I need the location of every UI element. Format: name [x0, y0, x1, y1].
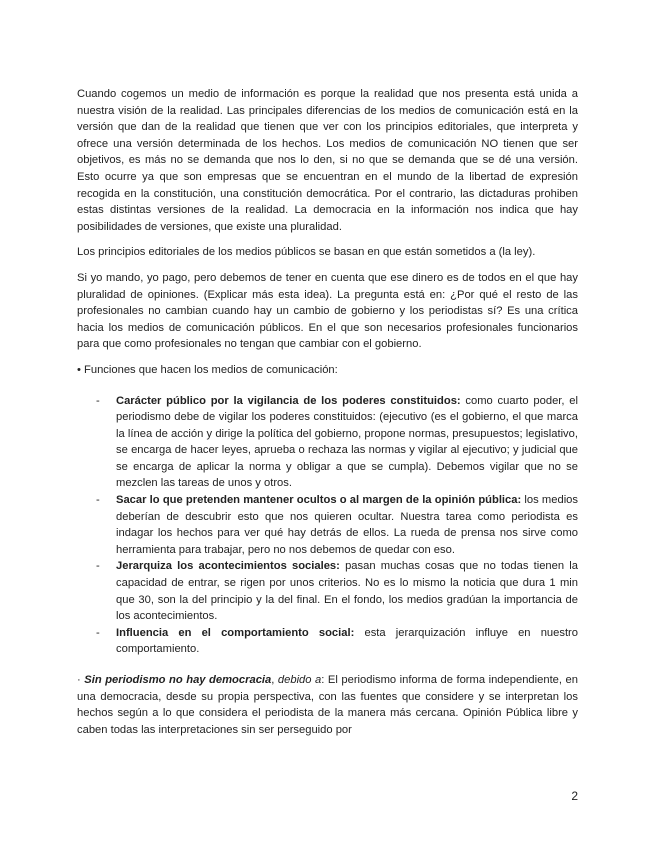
paragraph-versions: Cuando cogemos un medio de información es porque la realidad que nos presenta está unida a nuestra visión de la realidad. Las principales diferencias de los medios de comunicación está en la versión que dan de la realidad que tienen que ver con los principios editoriales, que interpreta y ofrece una versión determinada de los hechos. Los medios de comunicación NO tienen que ser objetivos, es más no se demanda que nos lo den, si no que se demanda que se dé una versión. Esto ocurre ya que son empresas que se encuentran en el mundo de la libertad de expresión recogida en la constitución, una constitución democrática. Por el contrario, las dictaduras prohiben estas distintas versiones de la realidad. La democracia en la información nos indica que hay posibilidades de versiones, que existe una pluralidad.: [77, 88, 578, 233]
functions-list: [77, 393, 578, 659]
paragraph-public-media: Si yo mando, yo pago, pero debemos de tener en cuenta que ese dinero es de todos en el que hay pluralidad de opiniones. (Explicar más esta idea). La pregunta está en: ¿Por qué el resto de las profesionales no cambian cuando hay un cambio de gobierno y los periodistas sí? Es una crítica hacia los medios de comunicación públicos. En el que son necesarios profesionales funcionarios para que como profesionales no tengan que cambiar con el gobierno.: [77, 271, 578, 351]
page-number: 2: [571, 789, 578, 803]
because-of: debido a: [277, 674, 322, 686]
list-item: [96, 625, 579, 658]
list-item-title: Influencia en el comportamiento social:: [116, 626, 355, 639]
bullet: ·: [77, 674, 85, 686]
list-item-text: pasan muchas cosas que no todas tienen la capacidad de entrar, se rigen por unos criterios. No es lo mismo la noticia que dura 1 min que 30, son la del principio y la del final. En el fondo, los medios gradúan la importancia de los acontecimientos.: [116, 560, 578, 623]
comma: ,: [271, 674, 278, 686]
list-item: [96, 558, 578, 624]
paragraph-democracy: [77, 672, 578, 738]
list-item-title: Sacar lo que pretenden mantener ocultos o al margen de la opinión pública:: [116, 494, 522, 507]
dash-bullet: -: [96, 626, 100, 639]
list-item-title: Carácter público por la vigilancia de los poderes constituidos:: [116, 394, 461, 407]
list-item-title: Jerarquiza los acontecimientos sociales:: [116, 560, 340, 573]
dash-bullet: -: [96, 560, 100, 573]
list-item-text: como cuarto poder, el periodismo debe de vigilar los poderes constituidos: (ejecutivo (es el gobierno, el que marca la línea de acción y dirige la política del gobierno, propone normas, presupuestos; legislativo, se encarga de hacer leyes, aprueba o rechaza las normas y vigilar al ejecutivo; y judicial que se encarga de aplicar la norma y obligar a que se cumpla). Debemos vigilar que no se mezclen las tareas de unos y otros.: [116, 394, 578, 490]
list-item: [96, 393, 578, 493]
functions-heading: • Funciones que hacen los medios de comunicación:: [77, 363, 338, 376]
paragraph-editorial-principles: Los principios editoriales de los medios públicos se basan en que están sometidos a (la ley).: [77, 246, 536, 259]
dash-bullet: -: [96, 394, 100, 407]
list-item: [96, 492, 578, 558]
dash-bullet: -: [96, 494, 100, 507]
democracy-title: Sin periodismo no hay democracia: [84, 674, 272, 686]
list-item-text: los medios deberían de descubrir esto que nos quieren ocultar. Nuestra tarea como periodista es indagar los hechos para ver qué hay detrás de ellos. La rueda de prensa nos sirve como herramienta para trabajar, pero no nos debemos de quedar con eso.: [116, 494, 578, 556]
list-item-text: esta jerarquización influye en nuestro comportamiento.: [116, 626, 579, 656]
democracy-text: : El periodismo informa de forma independiente, en una democracia, desde su propia perspectiva, con las fuentes que considere y se interpretan los hechos según a lo que considera el periodista de la manera más cercana. Opinión Pública libre y caben todas las interpretaciones sin ser perseguido por: [77, 674, 578, 736]
